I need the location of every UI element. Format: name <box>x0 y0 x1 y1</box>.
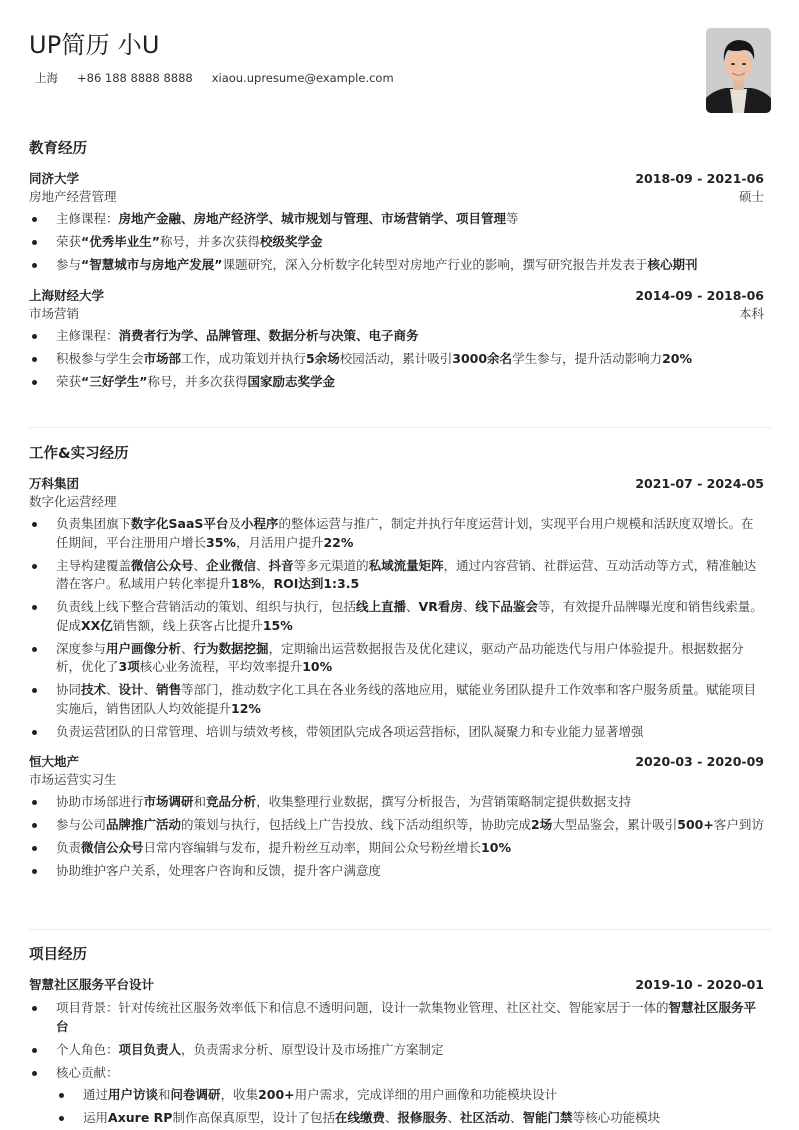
education-entry <box>29 170 764 275</box>
major: 房地产经营管理 <box>29 189 117 204</box>
emphasis-text: 12% <box>231 700 261 716</box>
bullet-item: 负责运营团队的日常管理、培训与绩效考核，带领团队完成各项运营指标，团队凝聚力和专业能力显著增强 <box>29 723 764 742</box>
date-range: 2014-09 - 2018-06 <box>635 287 764 303</box>
emphasis-text: 数字化SaaS平台 <box>131 516 229 531</box>
bullet-item: 深度参与用户画像分析、行为数据挖掘，定期输出运营数据报告及优化建议，驱动产品功能迭代与用户体验提升。根据数据分析，优化了3项核心业务流程，平均效率提升10% <box>29 640 764 677</box>
section-title-projects: 项目经历 <box>29 947 87 963</box>
bullet-item: 项目背景：针对传统社区服务效率低下和信息不透明问题，设计一款集物业管理、社区社交、智能家居于一体的智慧社区服务平台 <box>29 999 764 1036</box>
emphasis-text: 3000余名 <box>452 350 513 366</box>
emphasis-text: 抖音 <box>268 557 294 573</box>
emphasis-text: “智慧城市与房地产发展” <box>81 257 223 272</box>
sub-bullet-list <box>56 1086 764 1128</box>
sub-bullet-item: 运用Axure RP制作高保真原型，设计了包括在线缴费、报修服务、社区活动、智能门禁等核心功能模块 <box>56 1109 764 1128</box>
bullet-list <box>29 210 764 275</box>
work-section <box>29 444 764 885</box>
bullet-item: 核心贡献： 通过用户访谈和问卷调研，收集200+用户需求，完成详细的用户画像和功能模块设计 运用Axure RP制作高保真原型，设计了包括在线缴费、报修服务、社区活动、智能门禁等核心功能模块 <box>29 1064 764 1128</box>
emphasis-text: 2场 <box>531 817 553 832</box>
project-name: 智慧社区服务平台设计 <box>29 977 155 992</box>
emphasis-text: 消费者行为学、品牌管理、数据分析与决策、电子商务 <box>118 327 419 343</box>
date-range: 2019-10 - 2020-01 <box>635 977 764 992</box>
project-entry <box>29 976 764 1128</box>
emphasis-text: “三好学生” <box>81 373 148 389</box>
emphasis-text: 报修服务 <box>397 1110 448 1125</box>
bullet-item: 协同技术、设计、销售等部门，推动数字化工具在各业务线的落地应用，赋能业务团队提升工作效率和客户服务质量。赋能项目实施后，销售团队人均效能提升12% <box>29 681 764 718</box>
emphasis-text: 线上直播 <box>356 599 407 614</box>
date-range: 2018-09 - 2021-06 <box>635 171 764 186</box>
bullet-list <box>29 515 764 741</box>
education-entry <box>29 287 764 392</box>
company-name: 万科集团 <box>29 476 80 491</box>
bullet-item: 积极参与学生会市场部工作，成功策划并执行5余场校园活动，累计吸引3000余名学生参与，提升活动影响力20% <box>29 350 764 369</box>
emphasis-text: 15% <box>262 617 293 633</box>
emphasis-text: ROI达到1:3.5 <box>273 576 360 591</box>
emphasis-text: Axure RP <box>108 1110 173 1125</box>
bullet-item: 个人角色：项目负责人，负责需求分析、原型设计及市场推广方案制定 <box>29 1041 764 1060</box>
work-entry <box>29 475 764 741</box>
school-name: 同济大学 <box>29 171 80 186</box>
bullet-item: 主导构建覆盖微信公众号、企业微信、抖音等多元渠道的私域流量矩阵，通过内容营销、社群运营、互动活动等方式，精准触达潜在客户。私域用户转化率提升18%，ROI达到1:3.5 <box>29 557 764 594</box>
emphasis-text: 3项 <box>118 659 140 674</box>
emphasis-text: 市场调研 <box>143 794 194 809</box>
emphasis-text: 智慧社区服务平台 <box>56 1000 757 1034</box>
emphasis-text: 社区活动 <box>460 1110 511 1125</box>
bullet-item: 协助维护客户关系，处理客户咨询和反馈，提升客户满意度 <box>29 862 764 881</box>
bullet-item: 荣获“优秀毕业生”称号，并多次获得校级奖学金 <box>29 233 764 252</box>
emphasis-text: “优秀毕业生” <box>81 234 160 249</box>
school-name: 上海财经大学 <box>29 287 105 303</box>
profile-photo <box>706 28 771 113</box>
emphasis-text: 微信公众号 <box>131 557 194 573</box>
emphasis-text: 销售 <box>156 682 182 697</box>
emphasis-text: 项目负责人 <box>118 1041 182 1057</box>
emphasis-text: 10% <box>481 840 511 855</box>
sub-bullet-item: 通过用户访谈和问卷调研，收集200+用户需求，完成详细的用户画像和功能模块设计 <box>56 1086 764 1105</box>
emphasis-text: 企业微信 <box>206 557 257 573</box>
emphasis-text: 房地产金融、房地产经济学、城市规划与管理、市场营销学、项目管理 <box>118 211 507 226</box>
emphasis-text: 22% <box>323 534 354 550</box>
emphasis-text: 竞品分析 <box>206 794 257 809</box>
emphasis-text: 用户访谈 <box>108 1087 159 1102</box>
section-title-education: 教育经历 <box>29 141 87 157</box>
bullet-item: 主修课程：房地产金融、房地产经济学、城市规划与管理、市场营销学、项目管理等 <box>29 210 764 229</box>
emphasis-text: 国家励志奖学金 <box>247 373 335 389</box>
date-range: 2021-07 - 2024-05 <box>635 476 764 491</box>
emphasis-text: 在线缴费 <box>334 1110 385 1125</box>
emphasis-text: 品牌推广活动 <box>106 817 182 832</box>
emphasis-text: 核心期刊 <box>647 257 698 272</box>
emphasis-text: 设计 <box>118 682 144 697</box>
emphasis-text: 线下品鉴会 <box>475 599 538 614</box>
bullet-item: 协助市场部进行市场调研和竞品分析，收集整理行业数据，撰写分析报告，为营销策略制定提供数据支持 <box>29 793 764 812</box>
major: 市场营销 <box>29 305 80 321</box>
bullet-item: 负责集团旗下数字化SaaS平台及小程序的整体运营与推广，制定并执行年度运营计划，实现平台用户规模和活跃度双增长。在任期间，平台注册用户增长35%，月活用户提升22% <box>29 515 764 552</box>
emphasis-text: XX亿 <box>81 617 113 633</box>
bullet-list <box>29 327 764 392</box>
emphasis-text: 问卷调研 <box>170 1087 221 1102</box>
candidate-name: UP简历 小U <box>29 31 160 59</box>
projects-section <box>29 945 764 1130</box>
company-name: 恒大地产 <box>29 754 80 769</box>
emphasis-text: 微信公众号 <box>81 840 144 855</box>
portrait-image <box>706 28 771 113</box>
emphasis-text: 智能门禁 <box>522 1110 573 1125</box>
degree: 硕士 <box>738 189 764 204</box>
degree: 本科 <box>738 305 764 321</box>
emphasis-text: 用户画像分析 <box>106 640 182 656</box>
emphasis-text: VR看房 <box>418 599 463 614</box>
bullet-item: 负责微信公众号日常内容编辑与发布，提升粉丝互动率，期间公众号粉丝增长10% <box>29 839 764 858</box>
emphasis-text: 校级奖学金 <box>259 234 323 249</box>
section-title-work: 工作&实习经历 <box>29 446 129 462</box>
contact-email[interactable]: xiaou.upresume@example.com <box>211 71 394 85</box>
emphasis-text: 500+ <box>677 817 714 832</box>
emphasis-text: 行为数据挖掘 <box>193 640 269 656</box>
education-section <box>29 139 764 396</box>
emphasis-text: 5余场 <box>306 350 340 366</box>
bullet-item: 主修课程：消费者行为学、品牌管理、数据分析与决策、电子商务 <box>29 327 764 346</box>
contact-phone: +86 188 8888 8888 <box>77 71 193 85</box>
bullet-item: 负责线上线下整合营销活动的策划、组织与执行，包括线上直播、VR看房、线下品鉴会等，有效提升品牌曝光度和销售线索量。促成XX亿销售额，线上获客占比提升15% <box>29 598 764 635</box>
emphasis-text: 小程序 <box>240 516 279 531</box>
emphasis-text: 18% <box>231 576 261 591</box>
resume-header <box>29 28 689 86</box>
emphasis-text: 35% <box>206 534 236 550</box>
job-title: 数字化运营经理 <box>29 494 117 509</box>
section-divider <box>29 427 771 428</box>
bullet-item: 荣获“三好学生”称号，并多次获得国家励志奖学金 <box>29 373 764 392</box>
contact-line <box>29 70 689 86</box>
emphasis-text: 私域流量矩阵 <box>368 557 444 573</box>
section-divider <box>29 929 771 930</box>
work-entry <box>29 753 764 881</box>
bullet-list <box>29 999 764 1128</box>
bullet-list <box>29 793 764 881</box>
emphasis-text: 市场部 <box>143 350 182 366</box>
job-title: 市场运营实习生 <box>29 772 117 787</box>
bullet-item: 参与“智慧城市与房地产发展”课题研究，深入分析数字化转型对房地产行业的影响，撰写研究报告并发表于核心期刊 <box>29 256 764 275</box>
emphasis-text: 10% <box>302 659 333 674</box>
emphasis-text: 200+ <box>258 1087 295 1102</box>
contact-city: 上海 <box>35 71 58 85</box>
date-range: 2020-03 - 2020-09 <box>635 754 764 769</box>
bullet-item: 参与公司品牌推广活动的策划与执行，包括线上广告投放、线下活动组织等，协助完成2场大型品鉴会，累计吸引500+客户到访 <box>29 816 764 835</box>
emphasis-text: 20% <box>662 350 692 366</box>
emphasis-text: 技术 <box>81 682 107 697</box>
